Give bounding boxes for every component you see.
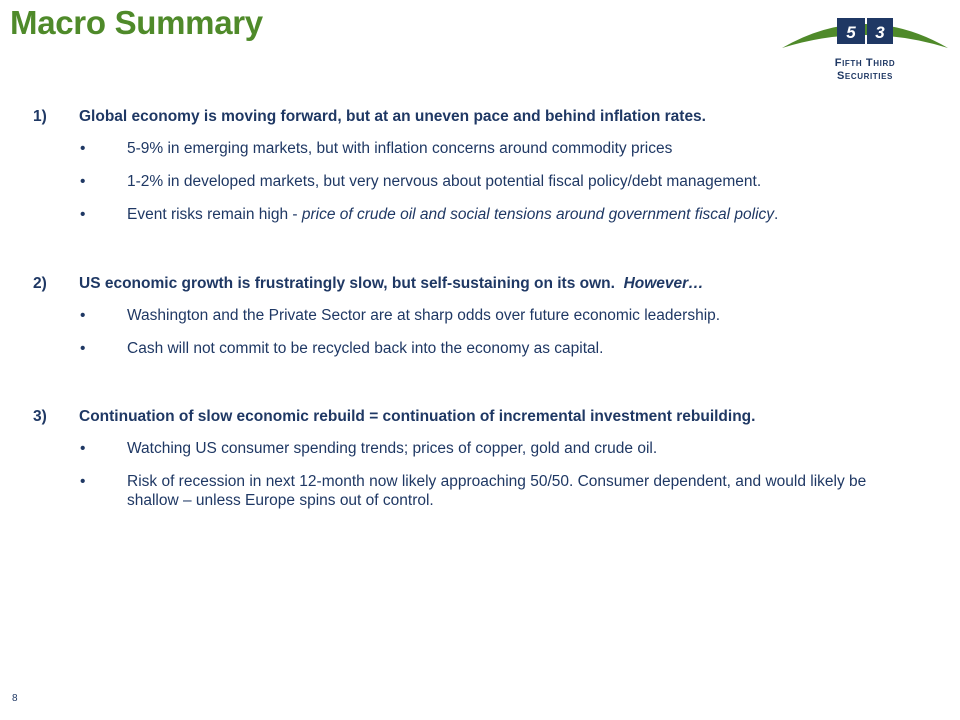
section-number: 3)	[33, 408, 47, 425]
bullet-text: Cash will not commit to be recycled back into the economy as capital.	[127, 340, 604, 357]
section-heading-plain: US economic growth is frustratingly slow, but self-sustaining on its own.	[79, 275, 624, 292]
section-heading-text: Continuation of slow economic rebuild = continuation of incremental investment rebuilding.	[79, 408, 756, 425]
bullet-glyph: •	[80, 307, 86, 324]
section-heading-italic: However…	[623, 275, 704, 292]
bullet-glyph: •	[80, 440, 86, 457]
section-heading-text	[79, 275, 704, 293]
bullet-text: Watching US consumer spending trends; prices of copper, gold and crude oil.	[127, 440, 658, 457]
page-number: 8	[12, 693, 18, 704]
bullet-text: 5-9% in emerging markets, but with inflation concerns around commodity prices	[127, 140, 673, 157]
bullet-text-tail: .	[774, 206, 779, 223]
logo-text-line2: Securities	[836, 70, 893, 82]
bullet-glyph: •	[80, 473, 86, 490]
slide-title: Macro Summary	[10, 4, 263, 41]
svg-text:5: 5	[846, 23, 856, 42]
svg-text:3: 3	[875, 23, 885, 42]
bullet-text: Risk of recession in next 12-month now likely approaching 50/50. Consumer dependent, and would likely be shallow – unless Europe spins out of control.	[127, 473, 867, 509]
bullet-glyph: •	[80, 206, 86, 223]
section-heading-text: Global economy is moving forward, but at an uneven pace and behind inflation rates.	[79, 108, 706, 125]
bullet-text-plain: Event risks remain high -	[127, 206, 302, 223]
section-number: 2)	[33, 275, 47, 292]
bullet-text: 1-2% in developed markets, but very nervous about potential fiscal policy/debt management.	[127, 173, 762, 190]
logo-text-line1: Fifth Third	[834, 57, 896, 69]
bullet-glyph: •	[80, 173, 86, 190]
bullet-glyph: •	[80, 340, 86, 357]
bullet-text: Washington and the Private Sector are at sharp odds over future economic leadership.	[127, 307, 721, 324]
bullet-glyph: •	[80, 140, 86, 157]
bullet-text	[127, 205, 907, 224]
section-number: 1)	[33, 108, 47, 125]
bullet-text-italic: price of crude oil and social tensions around government fiscal policy	[301, 206, 775, 223]
